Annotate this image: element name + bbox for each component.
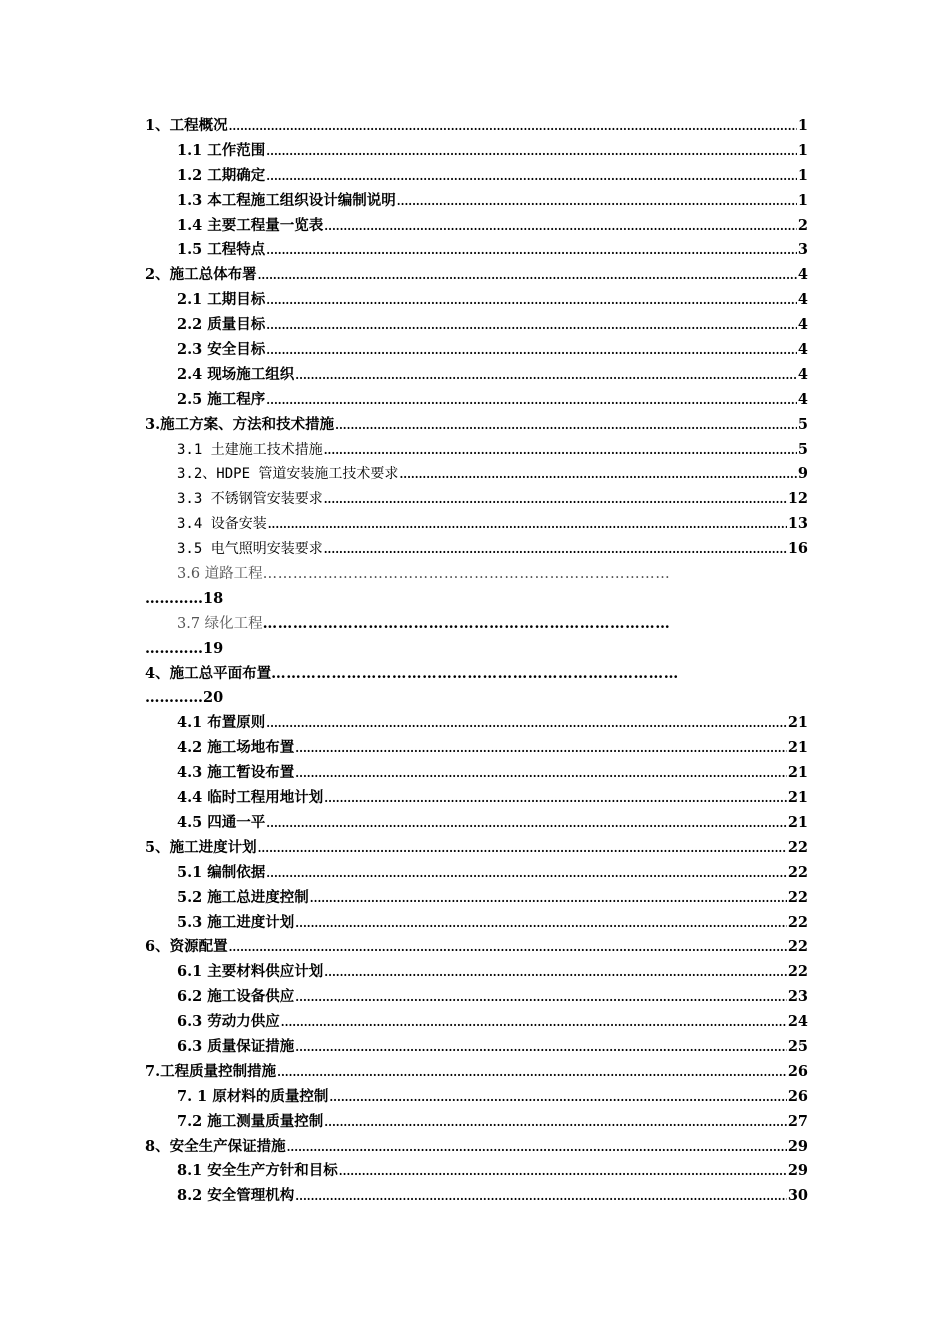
toc-entry-title: 1.2 工期确定	[177, 166, 266, 184]
toc-entry-page: 1	[797, 191, 808, 209]
toc-entry[interactable]	[145, 1085, 808, 1110]
toc-entry-title: 5、施工进度计划	[145, 838, 257, 856]
toc-entry-leader	[324, 1111, 787, 1135]
toc-entry-page: 1	[797, 141, 808, 159]
toc-entry-title: 4.3 施工暂设布置	[177, 764, 295, 782]
toc-entry-leader	[324, 215, 797, 239]
toc-entry[interactable]	[145, 761, 808, 786]
toc-entry-page: 21	[787, 764, 808, 782]
toc-entry-page: 22	[787, 863, 808, 881]
toc-entry-page: 4	[797, 365, 808, 383]
toc-entry-leader	[266, 712, 787, 736]
toc-entry-leader	[266, 862, 787, 886]
toc-entry-title: 7.2 施工测量质量控制	[177, 1112, 324, 1130]
toc-entry[interactable]	[145, 288, 808, 313]
toc-entry[interactable]	[145, 911, 808, 936]
toc-entry-page: 26	[787, 1062, 808, 1080]
toc-entry-title: 4.4 临时工程用地计划	[177, 789, 324, 807]
toc-entry[interactable]	[145, 313, 808, 338]
toc-entry-continuation	[145, 637, 808, 662]
toc-entry-leader	[310, 887, 787, 911]
toc-entry-title: 1、工程概况	[145, 117, 228, 134]
toc-entry[interactable]	[145, 711, 808, 736]
toc-entry[interactable]	[145, 413, 808, 438]
toc-entry-page: 22	[787, 913, 808, 931]
toc-entry-page: 5	[797, 415, 808, 433]
toc-entry-leader: …………	[145, 589, 203, 607]
toc-entry-page: 21	[787, 714, 808, 732]
toc-entry[interactable]	[145, 1035, 808, 1060]
toc-entry-title: 5.3 施工进度计划	[177, 913, 295, 931]
toc-entry[interactable]	[145, 462, 808, 487]
toc-entry-page: 24	[787, 1013, 808, 1031]
toc-entry-leader	[324, 961, 787, 985]
toc-entry-leader	[399, 463, 796, 487]
toc-entry-title: 8.1 安全生产方针和目标	[177, 1162, 338, 1180]
toc-entry-line	[145, 612, 808, 637]
toc-entry-title: 4.5 四通一平	[177, 813, 266, 831]
toc-entry-leader	[268, 513, 787, 537]
toc-entry[interactable]	[145, 1060, 808, 1085]
toc-entry-title: 7.工程质量控制措施	[145, 1062, 277, 1080]
toc-entry-page: 13	[787, 515, 808, 533]
toc-entry[interactable]	[145, 861, 808, 886]
toc-entry[interactable]	[145, 438, 808, 463]
toc-entry-title: 2.3 安全目标	[177, 341, 266, 359]
toc-entry[interactable]	[145, 960, 808, 985]
toc-entry-continuation	[145, 587, 808, 612]
toc-entry-page: 4	[797, 341, 808, 359]
toc-entry[interactable]	[145, 886, 808, 911]
toc-entry-title: 2、施工总体布署	[145, 266, 257, 284]
toc-entry-page: 20	[203, 689, 224, 707]
toc-entry-leader	[266, 165, 797, 189]
toc-entry[interactable]	[145, 1135, 808, 1160]
toc-entry[interactable]	[145, 662, 808, 712]
toc-entry-leader	[295, 737, 787, 761]
toc-entry-page: 29	[787, 1137, 808, 1155]
toc-entry-leader	[295, 762, 787, 786]
toc-entry-page: 22	[787, 888, 808, 906]
toc-entry-title: 6、资源配置	[145, 938, 228, 956]
toc-entry-leader	[324, 538, 787, 562]
toc-entry-page: 27	[787, 1112, 808, 1130]
toc-entry-leader	[324, 787, 787, 811]
toc-entry[interactable]	[145, 1184, 808, 1209]
toc-entry[interactable]	[145, 786, 808, 811]
toc-entry-page: 1	[797, 117, 808, 134]
toc-entry[interactable]	[145, 139, 808, 164]
toc-entry-title: 6.2 施工设备供应	[177, 988, 295, 1006]
toc-entry[interactable]	[145, 537, 808, 562]
toc-entry-leader: ………………………………………………………………………	[271, 664, 679, 682]
toc-entry-title: 3.1 土建施工技术措施	[177, 441, 323, 458]
toc-entry[interactable]	[145, 238, 808, 263]
toc-entry[interactable]	[145, 388, 808, 413]
toc-entry[interactable]	[145, 512, 808, 537]
toc-entry-title: 3.5 电气照明安装要求	[177, 541, 323, 558]
toc-entry-leader	[229, 936, 787, 960]
toc-entry[interactable]	[145, 562, 808, 612]
toc-entry-title: 1.5 工程特点	[177, 241, 266, 259]
toc-entry-leader	[266, 389, 797, 413]
toc-entry-line	[145, 562, 808, 587]
toc-entry[interactable]	[145, 164, 808, 189]
toc-entry-page: 22	[787, 838, 808, 856]
toc-entry-title: 7. 1 原材料的质量控制	[177, 1087, 329, 1105]
toc-entry-leader	[287, 1136, 787, 1160]
toc-entry-title: 3.6 道路工程	[177, 566, 263, 583]
toc-entry-page: 1	[797, 166, 808, 184]
toc-entry-page: 9	[797, 465, 808, 483]
toc-entry-line	[145, 662, 808, 687]
toc-entry-title: 8.2 安全管理机构	[177, 1187, 295, 1205]
toc-entry-title: 1.3 本工程施工组织设计编制说明	[177, 191, 396, 209]
toc-entry-page: 4	[797, 390, 808, 408]
toc-entry[interactable]	[145, 1110, 808, 1135]
toc-entry[interactable]	[145, 1159, 808, 1184]
toc-entry-leader	[397, 190, 797, 214]
toc-entry[interactable]	[145, 811, 808, 836]
toc-entry-page: 4	[797, 316, 808, 334]
toc-entry[interactable]	[145, 263, 808, 288]
toc-entry-title: 1.1 工作范围	[177, 141, 266, 159]
toc-entry-leader	[258, 837, 787, 861]
toc-entry-leader	[295, 364, 797, 388]
toc-entry-leader	[266, 239, 797, 263]
toc-entry-page: 19	[203, 639, 224, 657]
toc-entry-page: 22	[787, 963, 808, 981]
toc-entry-page: 3	[797, 241, 808, 259]
table-of-contents	[145, 114, 808, 1209]
toc-entry[interactable]	[145, 363, 808, 388]
toc-entry[interactable]	[145, 189, 808, 214]
toc-entry[interactable]	[145, 935, 808, 960]
toc-entry-title: 1.4 主要工程量一览表	[177, 216, 324, 234]
toc-entry-leader	[295, 1036, 787, 1060]
toc-entry-leader	[266, 314, 797, 338]
toc-entry-page: 30	[787, 1187, 808, 1205]
toc-entry-title: 6.1 主要材料供应计划	[177, 963, 324, 981]
toc-entry[interactable]	[145, 1010, 808, 1035]
toc-entry-title: 4.2 施工场地布置	[177, 739, 295, 757]
toc-entry-page: 29	[787, 1162, 808, 1180]
toc-entry-leader: …………	[145, 639, 203, 657]
toc-entry-page: 25	[787, 1037, 808, 1055]
toc-entry-title: 2.5 施工程序	[177, 390, 266, 408]
toc-entry-title: 5.2 施工总进度控制	[177, 888, 309, 906]
toc-entry-title: 3.3 不锈钢管安装要求	[177, 491, 323, 508]
toc-entry-page: 21	[787, 789, 808, 807]
toc-entry-page: 21	[787, 813, 808, 831]
toc-entry[interactable]	[145, 114, 808, 139]
toc-entry-leader	[266, 812, 787, 836]
toc-entry-leader	[281, 1011, 787, 1035]
toc-entry[interactable]	[145, 214, 808, 239]
toc-entry-page: 23	[787, 988, 808, 1006]
toc-entry-page: 4	[797, 266, 808, 284]
toc-entry[interactable]	[145, 736, 808, 761]
toc-entry-leader: ………………………………………………………………………	[262, 566, 671, 583]
toc-entry-page: 18	[203, 589, 224, 607]
toc-entry-leader	[266, 339, 797, 363]
toc-entry[interactable]	[145, 612, 808, 662]
toc-entry-title: 3.施工方案、方法和技术措施	[145, 415, 335, 433]
toc-entry-title: 5.1 编制依据	[177, 863, 266, 881]
toc-entry-title: 2.2 质量目标	[177, 316, 266, 334]
toc-entry-continuation	[145, 686, 808, 711]
toc-entry-title: 2.4 现场施工组织	[177, 365, 295, 383]
toc-entry-page: 12	[787, 490, 808, 508]
toc-entry-title: 6.3 劳动力供应	[177, 1013, 280, 1031]
toc-entry-leader	[295, 912, 787, 936]
toc-entry-title: 3.7 绿化工程	[177, 615, 263, 632]
toc-entry-page: 5	[797, 440, 808, 458]
toc-entry-leader: …………	[145, 689, 203, 707]
toc-entry-leader	[339, 1160, 787, 1184]
toc-entry[interactable]	[145, 836, 808, 861]
toc-entry-page: 22	[787, 938, 808, 956]
toc-entry-leader	[329, 1086, 786, 1110]
toc-entry-page: 21	[787, 739, 808, 757]
toc-entry[interactable]	[145, 985, 808, 1010]
toc-entry-page: 16	[787, 540, 808, 558]
toc-entry-title: 3.4 设备安装	[177, 516, 267, 533]
toc-entry-leader	[229, 115, 797, 139]
toc-entry-leader: ………………………………………………………………………	[262, 614, 671, 632]
toc-entry-page: 2	[797, 216, 808, 234]
toc-entry-leader	[324, 488, 787, 512]
toc-entry-title: 2.1 工期目标	[177, 291, 266, 309]
toc-entry-leader	[277, 1061, 787, 1085]
toc-entry-leader	[335, 414, 797, 438]
toc-entry[interactable]	[145, 338, 808, 363]
toc-entry-leader	[324, 439, 797, 463]
toc-entry-leader	[295, 1185, 787, 1209]
toc-entry-leader	[258, 264, 797, 288]
toc-entry-page: 26	[787, 1087, 808, 1105]
toc-entry-page: 4	[797, 291, 808, 309]
toc-entry-leader	[266, 289, 797, 313]
toc-entry-title: 8、安全生产保证措施	[145, 1137, 286, 1155]
toc-entry[interactable]	[145, 487, 808, 512]
toc-entry-title: 3.2、HDPE 管道安装施工技术要求	[177, 466, 399, 483]
toc-entry-leader	[266, 140, 797, 164]
toc-entry-leader	[295, 986, 787, 1010]
toc-entry-title: 4.1 布置原则	[177, 714, 266, 732]
toc-entry-title: 6.3 质量保证措施	[177, 1037, 295, 1055]
toc-entry-title: 4、施工总平面布置	[145, 664, 272, 682]
